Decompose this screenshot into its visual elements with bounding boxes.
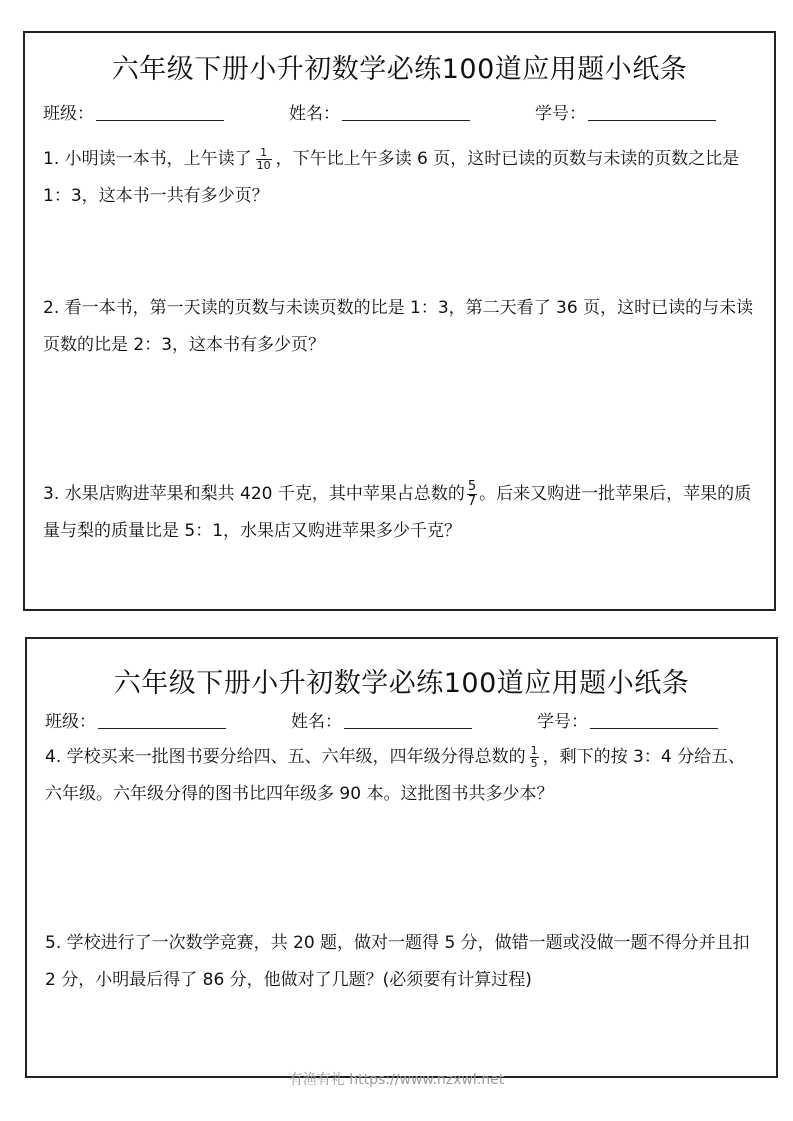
student-info-row [45, 707, 758, 735]
worksheet-title: 六年级下册小升初数学必练100道应用题小纸条 [113, 668, 690, 699]
fraction-numerator: 5 [467, 478, 477, 494]
name-blank[interactable] [344, 712, 472, 729]
class-label: 班级： [45, 712, 96, 732]
fraction-denominator: 7 [467, 493, 477, 509]
question-5: 5. 学校进行了一次数学竞赛，共 20 题，做对一题得 5 分，做错一题或没做一题不得分并且扣 2 分，小明最后得了 86 分，他做对了几题？(必须要有计算过程) [45, 933, 750, 990]
name-field [289, 99, 470, 124]
class-blank[interactable] [98, 712, 226, 729]
fraction-denominator: 5 [530, 756, 538, 770]
watermark-text: 有渔有礼 https://www.nzxwl.net [288, 1072, 505, 1088]
worksheet-card-1 [23, 31, 776, 611]
student-info-row [43, 99, 756, 127]
worksheet-title: 六年级下册小升初数学必练100道应用题小纸条 [111, 54, 688, 85]
question-3 [43, 476, 754, 550]
class-field [43, 99, 224, 124]
fraction-one-fifth [530, 745, 539, 770]
question-2: 2. 看一本书，第一天读的页数与未读页数的比是 1：3，第二天看了 36 页，这时已读的与未读页数的比是 2：3，这本书有多少页？ [43, 298, 754, 355]
class-field [45, 707, 226, 732]
question-4-text-b: ，剩下的按 3：4 分给五、六年级。六年级分得的图书比四年级多 90 本。这批图书共多少本？ [45, 747, 746, 804]
question-1-text-b: ，下午比上午多读 6 页，这时已读的页数与未读的页数之比是 1：3，这本书一共有多少页？ [43, 149, 740, 206]
fraction-numerator: 1 [530, 743, 538, 757]
name-label: 姓名： [289, 104, 340, 124]
student-number-label: 学号： [535, 104, 586, 124]
question-4 [45, 739, 756, 813]
name-label: 姓名： [291, 712, 342, 732]
student-number-blank[interactable] [590, 712, 718, 729]
name-blank[interactable] [342, 104, 470, 121]
student-number-label: 学号： [537, 712, 588, 732]
class-label: 班级： [43, 104, 94, 124]
student-number-blank[interactable] [588, 104, 716, 121]
fraction-denominator: 10 [256, 158, 271, 172]
fraction-one-tenth [256, 147, 272, 172]
question-1-text-a: 1. 小明读一本书，上午读了 [43, 149, 252, 169]
student-number-field [537, 707, 718, 732]
question-1 [43, 141, 754, 215]
worksheet-card-2 [25, 637, 778, 1078]
fraction-numerator: 1 [256, 147, 272, 160]
class-blank[interactable] [96, 104, 224, 121]
question-3-text-a: 3. 水果店购进苹果和梨共 420 千克，其中苹果占总数的 [43, 484, 465, 504]
question-4-text-a: 4. 学校买来一批图书要分给四、五、六年级，四年级分得总数的 [45, 747, 526, 767]
fraction-five-sevenths [467, 480, 477, 509]
name-field [291, 707, 472, 732]
question-3-text-b: 。后来又购进一批苹果后，苹果的质量与梨的质量比是 5：1，水果店又购进苹果多少千克？ [43, 484, 752, 541]
student-number-field [535, 99, 716, 124]
